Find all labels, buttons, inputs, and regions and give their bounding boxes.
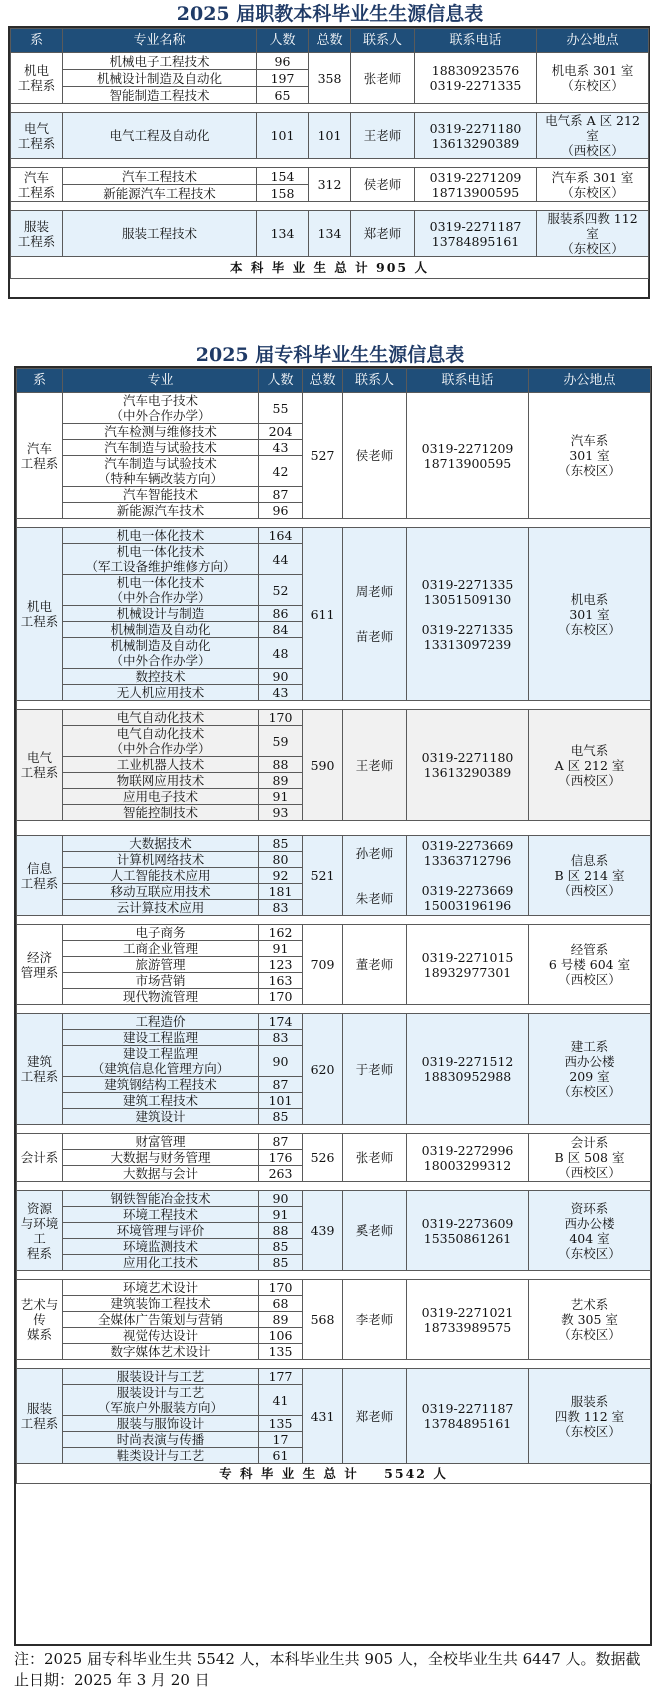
contact-phone: 0319-2273609 15350861261 (407, 1191, 529, 1271)
major-name: 机电一体化技术 （中外合作办学） (63, 575, 259, 606)
major-count: 106 (259, 1328, 303, 1344)
contact-phone: 0319-2271209 18713900595 (415, 168, 537, 202)
spacer-cell (17, 1125, 651, 1134)
major-count: 90 (259, 669, 303, 685)
major-name: 时尚表演与传播 (63, 1432, 259, 1448)
contact-phone: 18830923576 0319-2271335 (415, 53, 537, 104)
major-name: 鞋类设计与工艺 (63, 1448, 259, 1464)
section-spacer (17, 1360, 651, 1369)
dept-total: 431 (303, 1369, 343, 1464)
major-count: 204 (259, 424, 303, 440)
header-cell: 总数 (303, 369, 343, 393)
major-name: 服装设计与工艺 （军旅户外服装方向） (63, 1385, 259, 1416)
major-name: 数字媒体艺术设计 (63, 1344, 259, 1360)
table-row (17, 1134, 651, 1150)
office-location: 汽车系 301 室 （东校区） (537, 168, 649, 202)
major-count: 92 (259, 868, 303, 884)
major-name: 服装设计与工艺 (63, 1369, 259, 1385)
major-name: 汽车检测与维修技术 (63, 424, 259, 440)
header-cell: 专业 (63, 369, 259, 393)
contact-phone: 0319-2273669 13363712796 0319-2273669 15003196196 (407, 836, 529, 916)
major-name: 环境监测技术 (63, 1239, 259, 1255)
major-name: 旅游管理 (63, 957, 259, 973)
major-count: 41 (259, 1385, 303, 1416)
major-name: 汽车制造与试验技术 （特种车辆改装方向） (63, 456, 259, 487)
major-name: 机械设计制造及自动化 (63, 70, 257, 87)
section-spacer (17, 701, 651, 710)
dept-name: 电气 工程系 (17, 710, 63, 821)
spacer-cell (17, 821, 651, 836)
major-count: 101 (259, 1093, 303, 1109)
office-location: 建工系 西办公楼 209 室 （东校区） (529, 1014, 651, 1125)
contact-person: 王老师 (351, 113, 415, 159)
spacer-cell (11, 104, 649, 113)
dept-name: 资源 与环境工 程系 (17, 1191, 63, 1271)
major-name: 工业机器人技术 (63, 757, 259, 773)
contact-phone: 0319-2271180 13613290389 (407, 710, 529, 821)
contact-phone: 0319-2271187 13784895161 (407, 1369, 529, 1464)
major-name: 机械设计与制造 (63, 606, 259, 622)
major-count: 89 (259, 773, 303, 789)
major-name: 工程造价 (63, 1014, 259, 1030)
contact-phone: 0319-2271512 18830952988 (407, 1014, 529, 1125)
major-count: 90 (259, 1191, 303, 1207)
major-count: 55 (259, 393, 303, 424)
major-name: 应用电子技术 (63, 789, 259, 805)
major-count: 87 (259, 487, 303, 503)
major-name: 建设工程监理 (63, 1030, 259, 1046)
contact-person: 郑老师 (343, 1369, 407, 1464)
header-cell: 系 (11, 29, 63, 53)
section-spacer (17, 821, 651, 836)
office-location: 机电系 301 室 （东校区） (529, 528, 651, 701)
major-count: 135 (259, 1416, 303, 1432)
office-location: 电气系 A 区 212 室 （西校区） (537, 113, 649, 159)
major-name: 电气自动化技术 （中外合作办学） (63, 726, 259, 757)
major-name: 汽车制造与试验技术 (63, 440, 259, 456)
spacer-cell (17, 1182, 651, 1191)
header-cell: 系 (17, 369, 63, 393)
contact-person: 孙老师 朱老师 (343, 836, 407, 916)
major-count: 123 (259, 957, 303, 973)
contact-person: 李老师 (343, 1280, 407, 1360)
major-count: 80 (259, 852, 303, 868)
major-name: 计算机网络技术 (63, 852, 259, 868)
office-location: 资环系 西办公楼 404 室 （东校区） (529, 1191, 651, 1271)
major-count: 86 (259, 606, 303, 622)
major-count: 83 (259, 1030, 303, 1046)
office-location: 艺术系 教 305 室 （东校区） (529, 1280, 651, 1360)
dept-name: 信息 工程系 (17, 836, 63, 916)
major-name: 物联网应用技术 (63, 773, 259, 789)
undergrad-title: 2025 届职教本科毕业生生源信息表 (176, 3, 484, 25)
major-name: 大数据与财务管理 (63, 1150, 259, 1166)
table-row (17, 925, 651, 941)
section-spacer (17, 1005, 651, 1014)
section-spacer (17, 1125, 651, 1134)
dept-total: 709 (303, 925, 343, 1005)
major-count: 170 (259, 710, 303, 726)
major-count: 87 (259, 1134, 303, 1150)
section-spacer (11, 202, 649, 211)
major-name: 无人机应用技术 (63, 685, 259, 701)
major-count: 85 (259, 1109, 303, 1125)
office-location: 经管系 6 号楼 604 室 （西校区） (529, 925, 651, 1005)
dept-total: 611 (303, 528, 343, 701)
major-count: 43 (259, 685, 303, 701)
spacer-cell (17, 519, 651, 528)
dept-name: 汽车 工程系 (17, 393, 63, 519)
dept-name: 机电 工程系 (17, 528, 63, 701)
dept-name: 建筑 工程系 (17, 1014, 63, 1125)
major-name: 视觉传达设计 (63, 1328, 259, 1344)
major-count: 89 (259, 1312, 303, 1328)
major-name: 移动互联应用技术 (63, 884, 259, 900)
table-row (11, 113, 649, 159)
major-name: 建筑钢结构工程技术 (63, 1077, 259, 1093)
spacer-cell (17, 701, 651, 710)
contact-phone: 0319-2271015 18932977301 (407, 925, 529, 1005)
contact-person: 周老师 苗老师 (343, 528, 407, 701)
major-count: 17 (259, 1432, 303, 1448)
table-row (17, 1191, 651, 1207)
spacer-cell (11, 202, 649, 211)
major-name: 应用化工技术 (63, 1255, 259, 1271)
dept-total: 527 (303, 393, 343, 519)
major-count: 174 (259, 1014, 303, 1030)
major-name: 钢铁智能冶金技术 (63, 1191, 259, 1207)
major-name: 数控技术 (63, 669, 259, 685)
major-count: 96 (257, 53, 309, 70)
major-name: 人工智能技术应用 (63, 868, 259, 884)
major-name: 云计算技术应用 (63, 900, 259, 916)
vocational-table (16, 368, 651, 1484)
dept-name: 服装 工程系 (17, 1369, 63, 1464)
major-count: 135 (259, 1344, 303, 1360)
table-row (17, 710, 651, 726)
spacer-cell (17, 1271, 651, 1280)
dept-total: 526 (303, 1134, 343, 1182)
office-location: 汽车系 301 室 （东校区） (529, 393, 651, 519)
major-count: 85 (259, 1255, 303, 1271)
major-count: 44 (259, 544, 303, 575)
section-spacer (17, 519, 651, 528)
contact-phone: 0319-2271335 13051509130 0319-2271335 13313097239 (407, 528, 529, 701)
contact-phone: 0319-2271187 13784895161 (415, 211, 537, 257)
major-name: 汽车电子技术 （中外合作办学） (63, 393, 259, 424)
major-count: 85 (259, 1239, 303, 1255)
major-name: 建筑工程技术 (63, 1093, 259, 1109)
undergrad-table (10, 28, 649, 279)
major-name: 建筑设计 (63, 1109, 259, 1125)
major-name: 环境管理与评价 (63, 1223, 259, 1239)
section-spacer (17, 916, 651, 925)
major-count: 52 (259, 575, 303, 606)
major-name: 建设工程监理 （建筑信息化管理方向） (63, 1046, 259, 1077)
header-cell: 人数 (259, 369, 303, 393)
contact-person: 侯老师 (351, 168, 415, 202)
major-count: 91 (259, 941, 303, 957)
dept-total: 590 (303, 710, 343, 821)
table-row (11, 211, 649, 257)
major-count: 197 (257, 70, 309, 87)
header-cell: 总数 (309, 29, 351, 53)
contact-person: 董老师 (343, 925, 407, 1005)
vocational-title: 2025 届专科毕业生生源信息表 (195, 344, 465, 366)
major-name: 大数据技术 (63, 836, 259, 852)
major-name: 汽车工程技术 (63, 168, 257, 185)
major-name: 机械电子工程技术 (63, 53, 257, 70)
header-cell: 办公地点 (529, 369, 651, 393)
header-cell: 联系电话 (415, 29, 537, 53)
major-name: 新能源汽车技术 (63, 503, 259, 519)
major-count: 162 (259, 925, 303, 941)
dept-name: 经济 管理系 (17, 925, 63, 1005)
total-row (11, 257, 649, 279)
table-row (11, 168, 649, 185)
major-count: 91 (259, 789, 303, 805)
dept-total: 439 (303, 1191, 343, 1271)
major-count: 158 (257, 185, 309, 202)
total-row (17, 1464, 651, 1484)
major-name: 电子商务 (63, 925, 259, 941)
major-count: 177 (259, 1369, 303, 1385)
major-name: 服装工程技术 (63, 211, 257, 257)
dept-name: 汽车 工程系 (11, 168, 63, 202)
table-row (17, 1014, 651, 1030)
major-name: 机电一体化技术 （军工设备维护维修方向） (63, 544, 259, 575)
major-count: 42 (259, 456, 303, 487)
table-row (17, 393, 651, 424)
header-cell: 人数 (257, 29, 309, 53)
contact-person: 郑老师 (351, 211, 415, 257)
table-row (17, 1369, 651, 1385)
major-name: 电气自动化技术 (63, 710, 259, 726)
total-label: 本 科 毕 业 生 总 计 905 人 (11, 257, 649, 279)
major-count: 90 (259, 1046, 303, 1077)
major-count: 84 (259, 622, 303, 638)
contact-person: 张老师 (351, 53, 415, 104)
dept-name: 电气 工程系 (11, 113, 63, 159)
contact-person: 奚老师 (343, 1191, 407, 1271)
footnote: 注：2025 届专科毕业生共 5542 人，本科毕业生共 905 人，全校毕业生共 6447 人。数据截止日期：2025 年 3 月 20 日 (14, 1650, 641, 1689)
spacer-cell (17, 1360, 651, 1369)
dept-name: 艺术与传 媒系 (17, 1280, 63, 1360)
major-name: 新能源汽车工程技术 (63, 185, 257, 202)
contact-person: 王老师 (343, 710, 407, 821)
major-count: 87 (259, 1077, 303, 1093)
major-name: 环境工程技术 (63, 1207, 259, 1223)
spacer-cell (17, 1005, 651, 1014)
major-count: 83 (259, 900, 303, 916)
total-label: 专 科 毕 业 生 总 计 5542 人 (17, 1464, 651, 1484)
section-spacer (17, 1182, 651, 1191)
major-count: 101 (257, 113, 309, 159)
header-cell: 专业名称 (63, 29, 257, 53)
major-name: 电气工程及自动化 (63, 113, 257, 159)
contact-phone: 0319-2272996 18003299312 (407, 1134, 529, 1182)
table-row (17, 836, 651, 852)
header-cell: 办公地点 (537, 29, 649, 53)
major-name: 机电一体化技术 (63, 528, 259, 544)
major-name: 机械制造及自动化 (63, 622, 259, 638)
contact-phone: 0319-2271209 18713900595 (407, 393, 529, 519)
dept-total: 620 (303, 1014, 343, 1125)
major-count: 61 (259, 1448, 303, 1464)
dept-name: 会计系 (17, 1134, 63, 1182)
contact-phone: 0319-2271180 13613290389 (415, 113, 537, 159)
major-count: 93 (259, 805, 303, 821)
major-count: 48 (259, 638, 303, 669)
section-spacer (11, 104, 649, 113)
section-spacer (17, 1271, 651, 1280)
spacer-cell (11, 159, 649, 168)
major-count: 170 (259, 1280, 303, 1296)
major-count: 170 (259, 989, 303, 1005)
office-location: 服装系 四教 112 室 （东校区） (529, 1369, 651, 1464)
header-cell: 联系电话 (407, 369, 529, 393)
major-count: 154 (257, 168, 309, 185)
table-row (17, 1280, 651, 1296)
contact-person: 侯老师 (343, 393, 407, 519)
major-count: 91 (259, 1207, 303, 1223)
major-name: 智能制造工程技术 (63, 87, 257, 104)
major-name: 现代物流管理 (63, 989, 259, 1005)
major-count: 96 (259, 503, 303, 519)
major-name: 服装与服饰设计 (63, 1416, 259, 1432)
dept-name: 机电 工程系 (11, 53, 63, 104)
dept-total: 568 (303, 1280, 343, 1360)
dept-name: 服装 工程系 (11, 211, 63, 257)
header-cell: 联系人 (351, 29, 415, 53)
major-count: 134 (257, 211, 309, 257)
office-location: 机电系 301 室 （东校区） (537, 53, 649, 104)
dept-total: 358 (309, 53, 351, 104)
major-name: 智能控制技术 (63, 805, 259, 821)
section-spacer (11, 159, 649, 168)
major-name: 财富管理 (63, 1134, 259, 1150)
major-count: 164 (259, 528, 303, 544)
major-name: 环境艺术设计 (63, 1280, 259, 1296)
dept-total: 134 (309, 211, 351, 257)
header-cell: 联系人 (343, 369, 407, 393)
dept-total: 101 (309, 113, 351, 159)
major-count: 65 (257, 87, 309, 104)
major-count: 59 (259, 726, 303, 757)
major-name: 机械制造及自动化 （中外合作办学） (63, 638, 259, 669)
major-count: 176 (259, 1150, 303, 1166)
major-name: 市场营销 (63, 973, 259, 989)
office-location: 电气系 A 区 212 室 （西校区） (529, 710, 651, 821)
major-count: 163 (259, 973, 303, 989)
major-count: 88 (259, 1223, 303, 1239)
office-location: 服装系四教 112 室 （东校区） (537, 211, 649, 257)
contact-person: 于老师 (343, 1014, 407, 1125)
table-row (17, 528, 651, 544)
office-location: 信息系 B 区 214 室 （西校区） (529, 836, 651, 916)
major-count: 88 (259, 757, 303, 773)
major-count: 85 (259, 836, 303, 852)
major-count: 263 (259, 1166, 303, 1182)
contact-phone: 0319-2271021 18733989575 (407, 1280, 529, 1360)
office-location: 会计系 B 区 508 室 （西校区） (529, 1134, 651, 1182)
dept-total: 312 (309, 168, 351, 202)
major-name: 建筑装饰工程技术 (63, 1296, 259, 1312)
major-name: 大数据与会计 (63, 1166, 259, 1182)
major-name: 汽车智能技术 (63, 487, 259, 503)
major-count: 43 (259, 440, 303, 456)
table-row (11, 53, 649, 70)
major-count: 181 (259, 884, 303, 900)
contact-person: 张老师 (343, 1134, 407, 1182)
spacer-cell (17, 916, 651, 925)
major-name: 工商企业管理 (63, 941, 259, 957)
major-count: 68 (259, 1296, 303, 1312)
dept-total: 521 (303, 836, 343, 916)
major-name: 全媒体广告策划与营销 (63, 1312, 259, 1328)
